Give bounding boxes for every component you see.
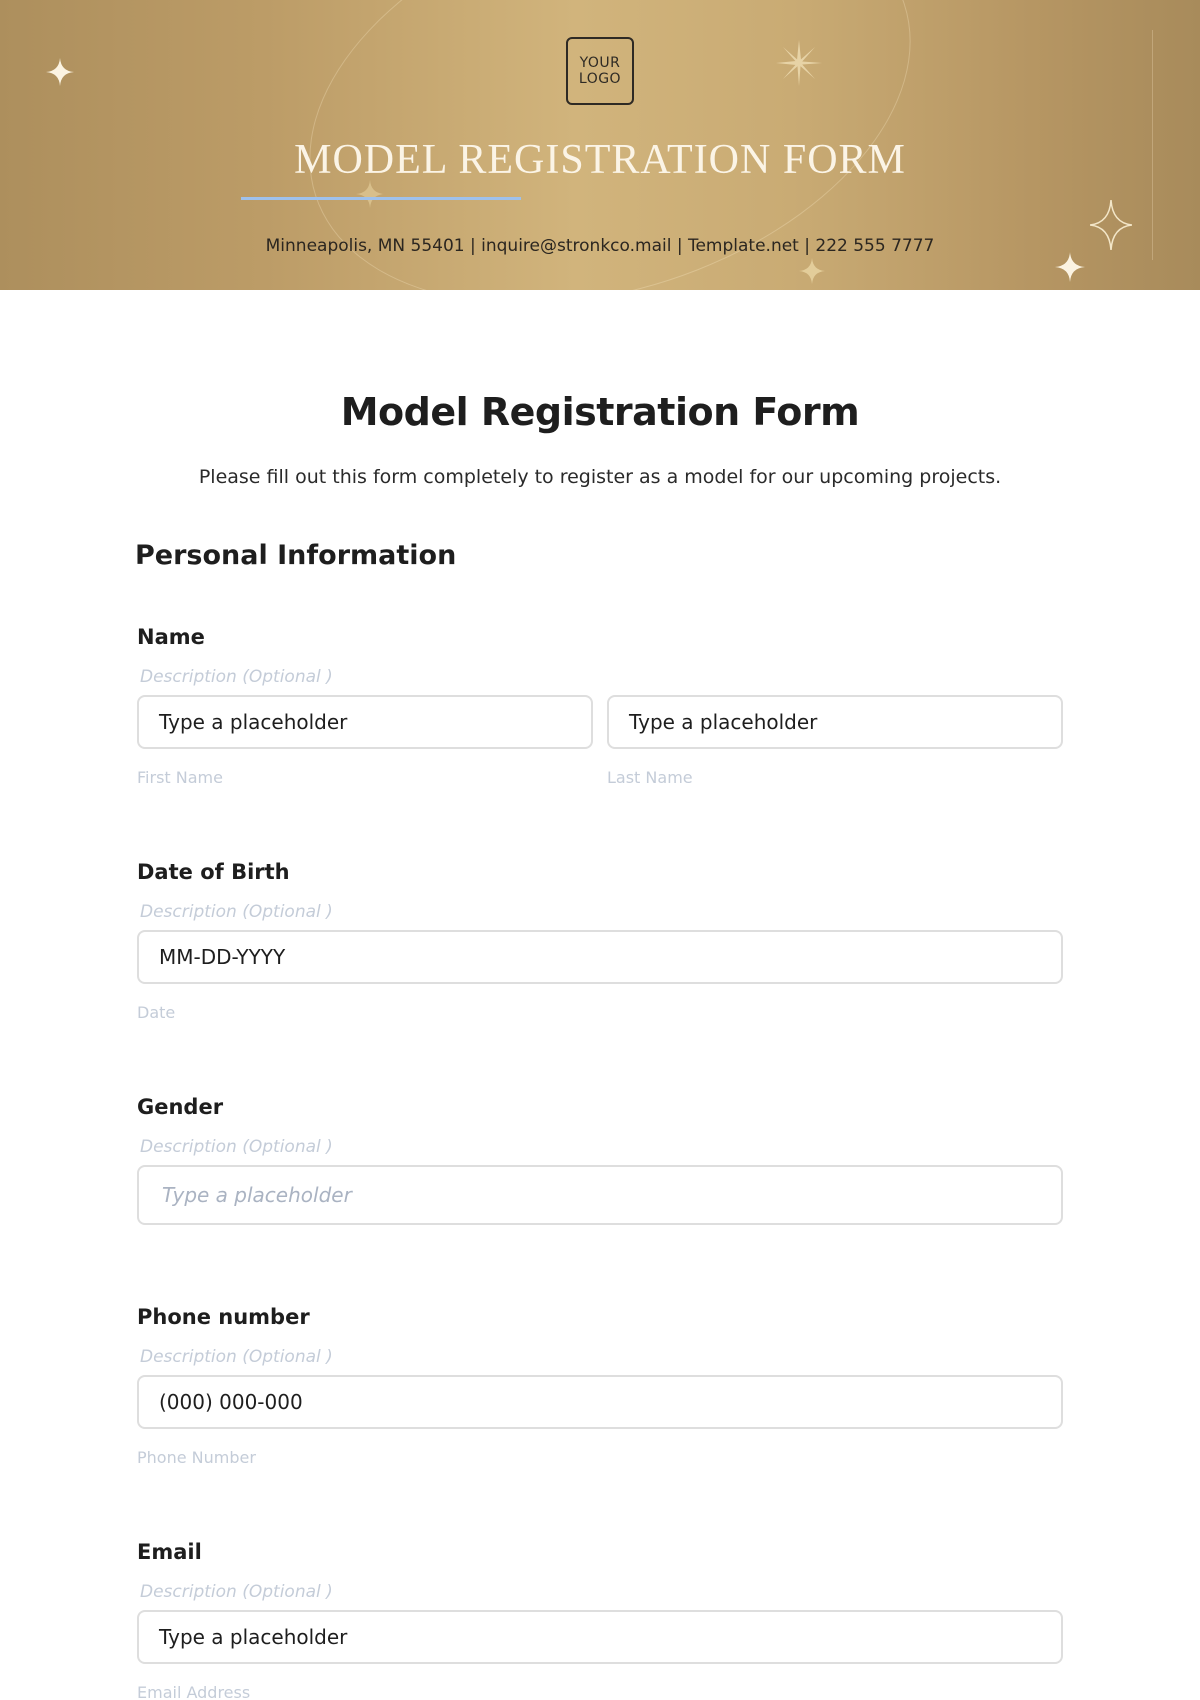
section-title: Personal Information [135,540,457,571]
gender-input[interactable]: Type a placeholder [137,1165,1063,1225]
phone-field [137,1305,1063,1475]
form-title: Model Registration Form [340,390,860,434]
field-description: Description (Optional ) [140,902,333,922]
gender-field [137,1095,1063,1235]
form-intro: Please fill out this form completely to register as a model for our upcoming projects. [198,466,1002,488]
field-description: Description (Optional ) [140,1347,333,1367]
field-label: Name [137,625,205,649]
field-label: Gender [137,1095,224,1119]
field-label: Email [137,1540,202,1564]
email-address-sublabel: Email Address [137,1683,251,1700]
field-description: Description (Optional ) [140,1137,333,1157]
logo-line: LOGO [578,71,622,87]
logo [566,37,634,105]
first-name-sublabel: First Name [137,768,223,787]
contact-info: Minneapolis, MN 55401 | inquire@stronkco.mail | Template.net | 222 555 7777 [265,236,935,256]
last-name-sublabel: Last Name [607,768,693,787]
date-of-birth-input[interactable]: MM-DD-YYYY [137,930,1063,984]
phone-number-sublabel: Phone Number [137,1448,256,1467]
field-description: Description (Optional ) [140,1582,333,1602]
date-sublabel: Date [137,1003,176,1022]
field-label: Phone number [137,1305,310,1329]
sparkle-icon [356,180,384,208]
logo-line: YOUR [579,55,621,71]
star-burst-icon [776,40,822,86]
sparkle-icon [1055,252,1085,282]
email-field [137,1540,1063,1700]
name-field [137,625,1063,795]
sparkle-icon [799,258,825,284]
banner-title: MODEL REGISTRATION FORM [294,137,906,183]
sparkle-icon [46,58,74,86]
last-name-input[interactable]: Type a placeholder [607,695,1063,749]
header-banner [0,0,1200,290]
first-name-input[interactable]: Type a placeholder [137,695,593,749]
dob-field [137,860,1063,1030]
title-underline [241,197,521,200]
email-input[interactable]: Type a placeholder [137,1610,1063,1664]
field-label: Date of Birth [137,860,290,884]
phone-number-input[interactable]: (000) 000-000 [137,1375,1063,1429]
field-description: Description (Optional ) [140,667,333,687]
